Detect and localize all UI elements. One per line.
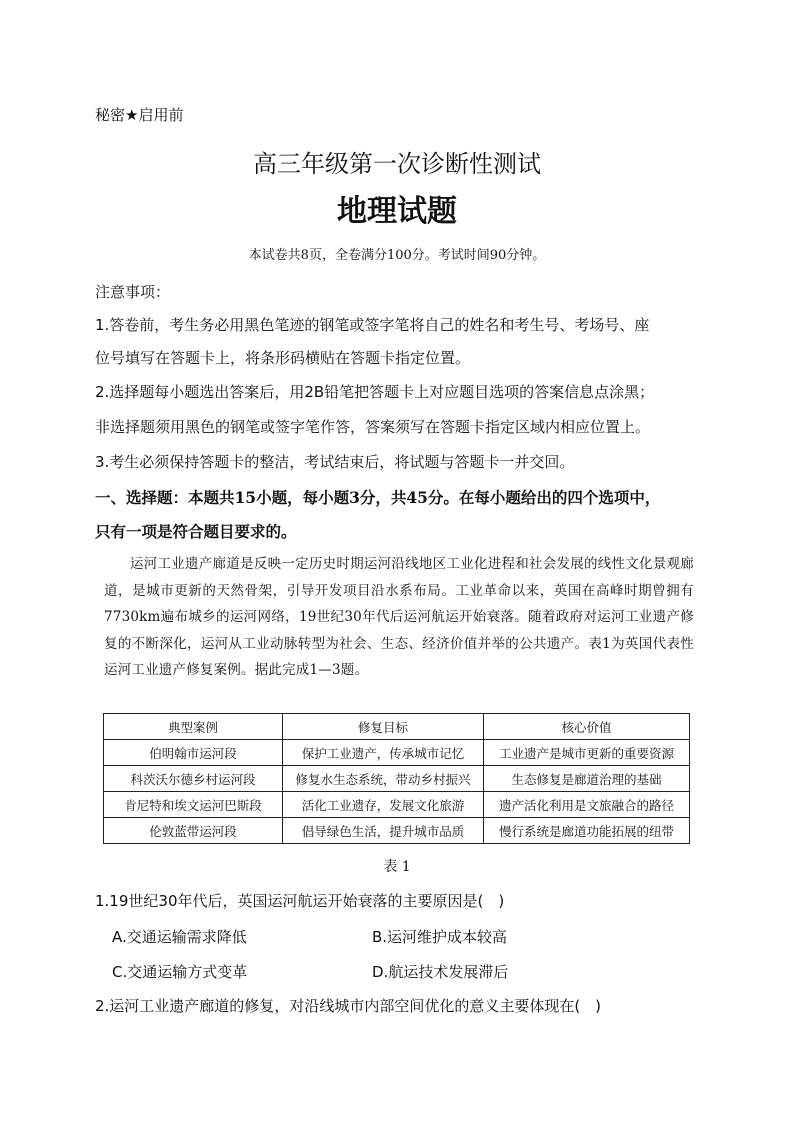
notes-line: 位号填写在答题卡上，将条形码横贴在答题卡指定位置。 [95, 349, 471, 367]
notes-line: 2.选择题每小题选出答案后，用2B铅笔把答题卡上对应题目选项的答案信息点涂黑； [95, 383, 655, 401]
notes-line: 3.考生必须保持答题卡的整洁，考试结束后，将试题与答题卡一并交回。 [95, 453, 575, 471]
table-row [104, 818, 690, 844]
table-caption: 表 1 [383, 859, 411, 875]
table-row [104, 740, 690, 766]
subject-title: 地理试题 [337, 194, 457, 229]
question-option: D.航运技术发展滞后 [372, 963, 509, 981]
exam-info: 本试卷共8页，全卷满分100分。考试时间90分钟。 [248, 248, 546, 263]
restoration-cases-table [103, 713, 690, 844]
secret-label: 秘密★启用前 [95, 106, 184, 124]
exam-title: 高三年级第一次诊断性测试 [253, 150, 541, 178]
table-cell: 工业遗产是城市更新的重要资源 [484, 740, 690, 766]
table-cell: 生态修复是廊道治理的基础 [484, 766, 690, 792]
table-header-cell: 修复目标 [283, 714, 484, 740]
table-cell: 活化工业遗存，发展文化旅游 [283, 792, 484, 818]
question-option: A.交通运输需求降低 [112, 928, 247, 946]
table-row [104, 792, 690, 818]
table-header-row [104, 714, 690, 740]
table-cell: 肯尼特和埃文运河巴斯段 [104, 792, 283, 818]
table-header-cell: 典型案例 [104, 714, 283, 740]
table-cell: 科茨沃尔德乡村运河段 [104, 766, 283, 792]
table-cell: 保护工业遗产，传承城市记忆 [283, 740, 484, 766]
table-cell: 修复水生态系统，带动乡村振兴 [283, 766, 484, 792]
notes-heading: 注意事项： [95, 283, 171, 301]
section-heading-cont: 只有一项是符合题目要求的。 [95, 522, 297, 541]
table-cell: 伦敦蓝带运河段 [104, 818, 283, 844]
section-heading: 一、选择题：本题共15小题，每小题3分，共45分。在每小题给出的四个选项中， [95, 488, 661, 507]
question-stem: 2.运河工业遗产廊道的修复，对沿线城市内部空间优化的意义主要体现在( ) [95, 997, 602, 1015]
reading-passage: 运河工业遗产廊道是反映一定历史时期运河沿线地区工业化进程和社会发展的线性文化景观廊道，是城市更新的天然骨架，引导开发项目沿水系布局。工业革命以来，英国在高峰时期曾拥有7730km遍布城乡的运河网络，19世纪30年代后运河航运开始衰落。随着政府对运河工业遗产修复的不断深化，运河从工业动脉转型为社会、生态、经济价值并举的公共遗产。表1为英国代表性运河工业遗产修复案例。据此完成1—3题。 [104, 556, 694, 678]
table-cell: 遗产活化利用是文旅融合的路径 [484, 792, 690, 818]
question-stem: 1.19世纪30年代后，英国运河航运开始衰落的主要原因是( ) [95, 892, 505, 910]
table-header-cell: 核心价值 [484, 714, 690, 740]
notes-line: 非选择题须用黑色的钢笔或签字笔作答，答案须写在答题卡指定区域内相应位置上。 [95, 418, 651, 436]
table-cell: 伯明翰市运河段 [104, 740, 283, 766]
question-option: C.交通运输方式变革 [112, 963, 248, 981]
notes-line: 1.答卷前，考生务必用黑色笔迹的钢笔或签字笔将自己的姓名和考生号、考场号、座 [95, 316, 650, 334]
table-row [104, 766, 690, 792]
question-option: B.运河维护成本较高 [372, 928, 508, 946]
table-cell: 倡导绿色生活，提升城市品质 [283, 818, 484, 844]
table-cell: 慢行系统是廊道功能拓展的纽带 [484, 818, 690, 844]
